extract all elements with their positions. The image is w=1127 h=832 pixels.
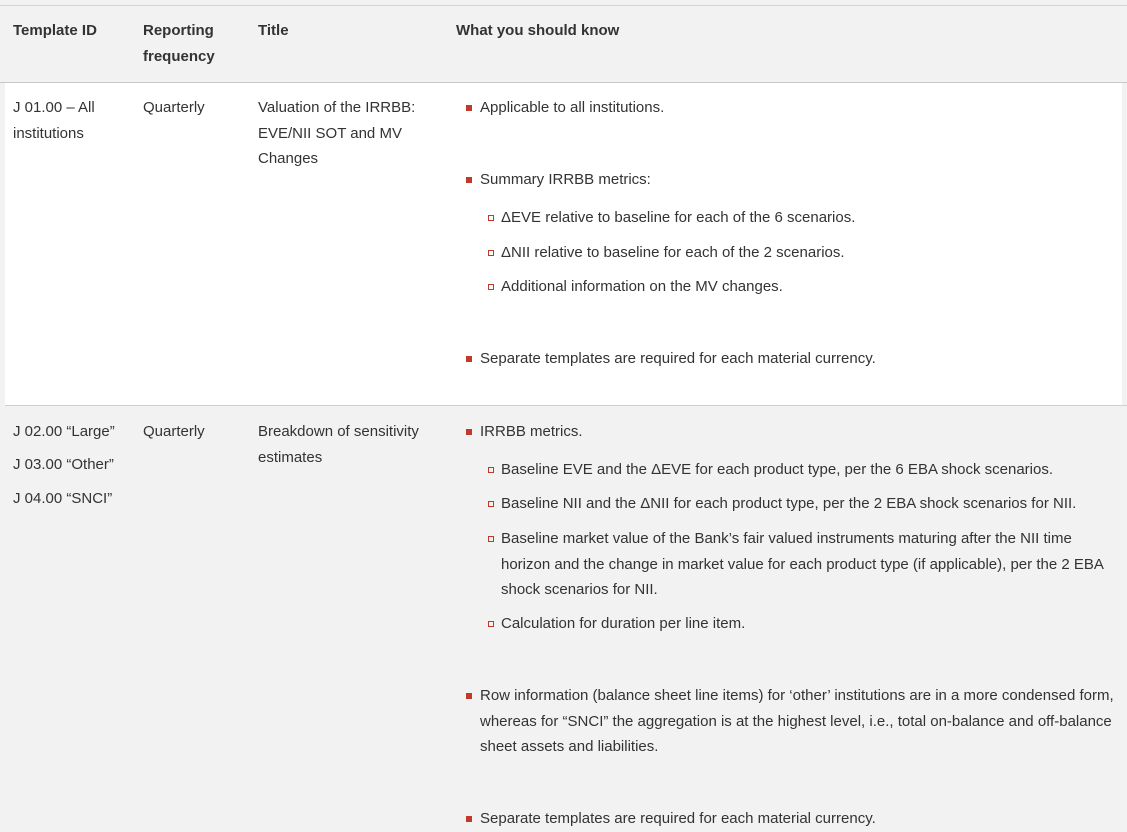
row1-title: Valuation of the IRRBB: EVE/NII SOT and MV Changes bbox=[258, 99, 416, 167]
row-divider bbox=[5, 405, 1127, 406]
header-reporting-frequency: Reporting frequency bbox=[143, 22, 215, 65]
header-title: Title bbox=[258, 22, 289, 39]
sub-list-item: ΔNII relative to baseline for each of the 2 scenarios. bbox=[456, 240, 1116, 266]
row2-sub-4 bbox=[456, 611, 1116, 637]
row1-notes-metrics bbox=[456, 167, 1116, 193]
list-item: Applicable to all institutions. bbox=[456, 95, 1116, 121]
row1-sub-2 bbox=[456, 240, 1116, 266]
row2-sub-1 bbox=[456, 457, 1116, 483]
row1-sub-1 bbox=[456, 205, 1116, 231]
row1-notes-currency bbox=[456, 346, 1116, 372]
row2-template-id-3: J 04.00 “SNCI” bbox=[13, 490, 113, 507]
row1-template-id: J 01.00 – All institutions bbox=[13, 99, 95, 142]
list-item: Summary IRRBB metrics: bbox=[456, 167, 1116, 193]
list-item: Separate templates are required for each material currency. bbox=[456, 806, 1116, 832]
row2-template-id-2: J 03.00 “Other” bbox=[13, 456, 114, 473]
sub-list-item: Additional information on the MV changes. bbox=[456, 274, 1116, 300]
row2-sub-2 bbox=[456, 491, 1116, 517]
row2-sub-3 bbox=[456, 526, 1116, 603]
row1-notes bbox=[456, 95, 1116, 121]
sub-list-item: Calculation for duration per line item. bbox=[456, 611, 1116, 637]
header-what-you-should-know: What you should know bbox=[456, 22, 620, 39]
list-item: Separate templates are required for each material currency. bbox=[456, 346, 1116, 372]
row1-sub-3 bbox=[456, 274, 1116, 300]
row1-frequency: Quarterly bbox=[143, 99, 205, 116]
header-template-id: Template ID bbox=[13, 22, 97, 39]
sub-list-item: Baseline market value of the Bank’s fair valued instruments maturing after the NII time horizon and the change in market value for each product type (if applicable), per the 2 EBA shock scenarios for NII. bbox=[456, 526, 1116, 603]
sub-list-item: ΔEVE relative to baseline for each of the 6 scenarios. bbox=[456, 205, 1116, 231]
list-item: IRRBB metrics. bbox=[456, 419, 1116, 445]
sub-list-item: Baseline EVE and the ΔEVE for each product type, per the 6 EBA shock scenarios. bbox=[456, 457, 1116, 483]
row2-title: Breakdown of sensitivity estimates bbox=[258, 423, 419, 466]
row2-notes-metrics bbox=[456, 419, 1116, 445]
row2-template-id-1: J 02.00 “Large” bbox=[13, 423, 115, 440]
list-item: Row information (balance sheet line items) for ‘other’ institutions are in a more condensed form, whereas for “SNCI” the aggregation is at the highest level, i.e., total on-balance and off-balance sheet assets and liabilities. bbox=[456, 683, 1116, 760]
row2-notes-row-info bbox=[456, 683, 1116, 760]
row2-frequency: Quarterly bbox=[143, 423, 205, 440]
sub-list-item: Baseline NII and the ΔNII for each product type, per the 2 EBA shock scenarios for NII. bbox=[456, 491, 1116, 517]
table-header-row bbox=[0, 6, 1127, 82]
